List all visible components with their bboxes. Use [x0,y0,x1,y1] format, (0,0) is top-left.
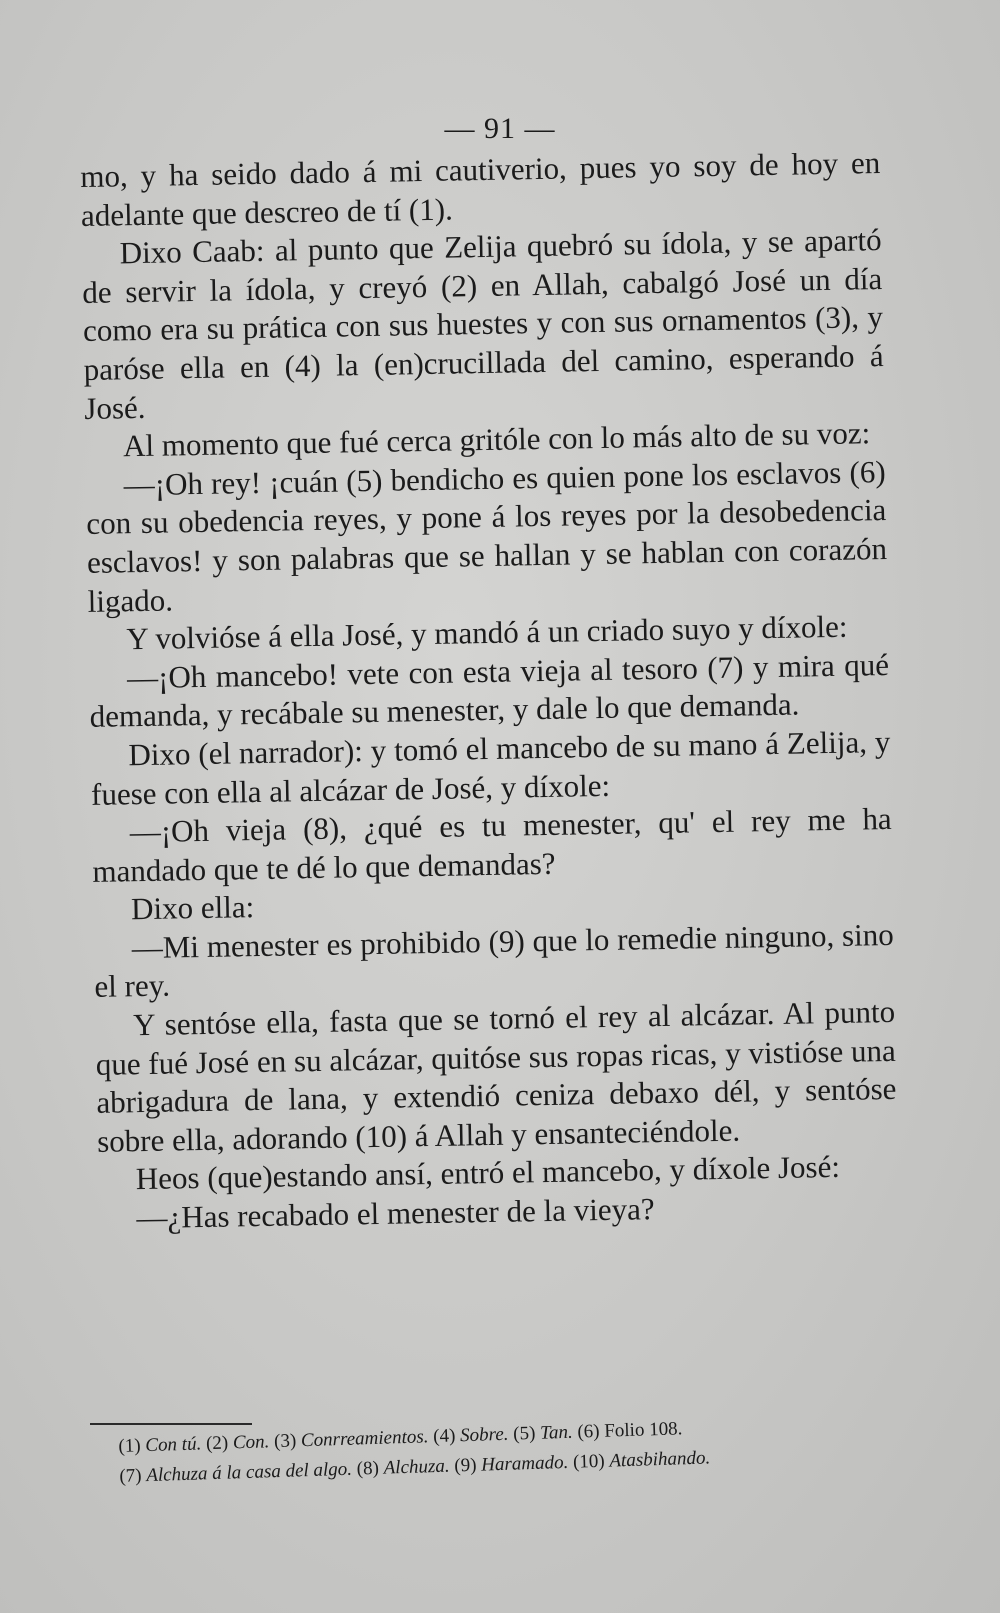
paragraph: Y sentóse ella, fasta que se tornó el rey al alcázar. Al punto que fué José en su alcázar, quitóse sus ropas ricas, y vistióse una abrigadura de lana, y extendió ceniza debaxo dél, y sentóse sobre ella, adorando (10) á Allah y ensanteciéndole. [95,993,897,1159]
footnote-number: (2) [205,1432,229,1455]
paragraph: Dixo (el narrador): y tomó el mancebo de su mano á Zelija, y fuese con ella al alcázar de José, y díxole: [90,723,891,812]
paragraph: —¿Has recabado el menester de la vieya? [136,1191,655,1236]
footnote-text: Conrreamientos. [300,1426,429,1452]
footnote-text: Folio 108. [603,1418,683,1442]
paragraph: —¡Oh rey! ¡cuán (5) bendicho es quien pone los esclavos (6) con su obedencia reyes, y pone á los reyes por la desobedencia esclavos! y son palabras que se hallan y se hablan con corazón ligado. [86,453,888,619]
paragraph: —¡Oh vieja (8), ¿qué es tu menester, qu' el rey me ha mandado que te dé lo que demandas? [92,801,892,889]
paragraph: mo, y ha seido dado á mi cautiverio, pues yo soy de hoy en adelante que descreo de tí (1). [80,145,881,233]
body-text [80,144,899,1238]
footnote-number: (3) [273,1430,297,1453]
paragraph: Al momento que fué cerca gritóle con lo más alto de su voz: [122,415,871,464]
footnote-number: (9) [453,1454,477,1477]
paragraph: Heos (que)estando ansí, entró el mancebo, y díxole José: [135,1149,841,1197]
paragraph: Dixo ella: [130,889,255,927]
footnote-rule [90,1423,252,1425]
paragraph: Y volvióse á ella José, y mandó á un criado suyo y díxole: [126,608,848,657]
footnote-number: (1) [118,1435,141,1457]
footnote-text: Alchuza á la casa del algo. [145,1458,353,1487]
footnote-text: Con tú. [145,1433,202,1457]
paragraph: —¡Oh mancebo! vete con esta vieja al tesoro (7) y mira qué demanda, y recábale su menester, y dale lo que demanda. [89,646,890,735]
footnote-number: (5) [512,1422,536,1445]
paragraph: Dixo Caab: al punto que Zelija quebró su ídola, y se apartó de servir la ídola, y creyó (2) en Allah, cabalgó José un día como era su prática con sus huestes y con sus ornamentos (3), y paróse ella en (4) la (en)crucillada del camino, esperando á José. [82,222,884,426]
footnote-number: (7) [119,1465,142,1487]
footnote-text: Haramado. [480,1451,569,1476]
page-number: — 91 — [444,112,556,145]
footnote-text: Alchuza. [383,1455,450,1479]
footnote-number: (8) [356,1457,380,1480]
footnote-text: Atasbihando. [609,1447,711,1472]
footnote-number: (10) [572,1450,605,1473]
paragraph: —Mi menester es prohibido (9) que lo remedie ninguno, sino el rey. [94,916,894,1005]
footnote-text: Sobre. [459,1423,509,1447]
footnotes [118,1408,880,1492]
footnote-number: (6) [577,1420,600,1443]
footnote-text: Tan. [539,1421,573,1444]
footnote-text: Con. [232,1431,270,1454]
footnote-number: (4) [432,1425,456,1448]
